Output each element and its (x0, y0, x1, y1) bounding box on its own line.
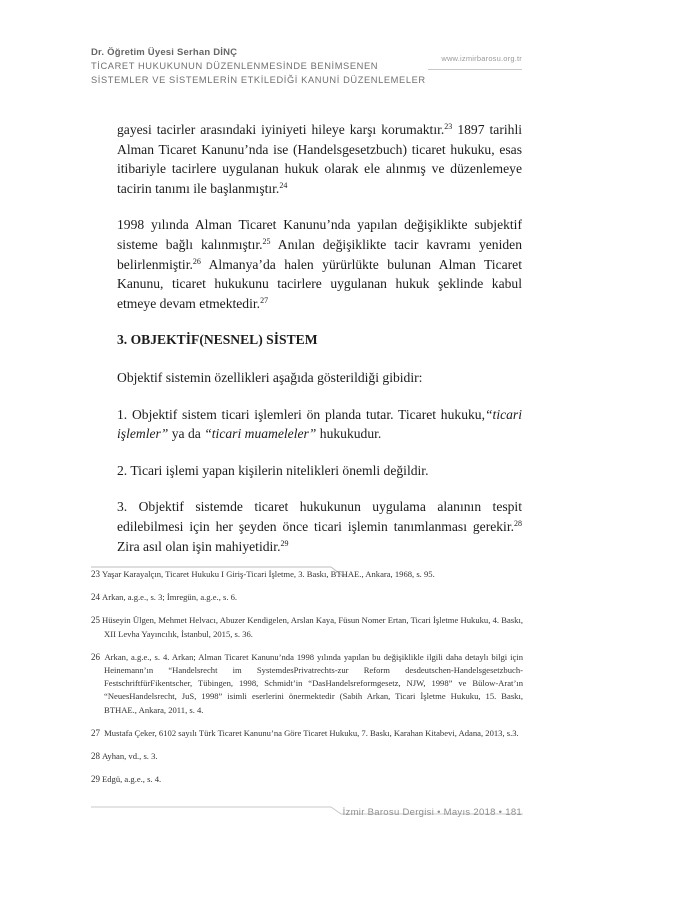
body-text (117, 120, 522, 573)
footnote-27 (91, 727, 523, 740)
section-heading: 3. OBJEKTİF(NESNEL) SİSTEM (117, 332, 318, 348)
page-footer: İzmir Barosu Dergisi • Mayıs 2018 • 181 (342, 807, 522, 818)
header-author: Dr. Öğretim Üyesi Serhan DİNÇ (91, 47, 238, 58)
paragraph-1 (117, 120, 522, 198)
footnote-ref-23[interactable]: 23 (444, 122, 453, 131)
header-title-line-2: SİSTEMLER VE SİSTEMLERİN ETKİLEDİĞİ KANUNİ DÜZENLEMELER (91, 75, 426, 85)
text-run: Zira asıl olan işin mahiyetidir. (117, 538, 281, 554)
footnote-text: Arkan, a.g.e., s. 3; İmregün, a.g.e., s. 6. (102, 592, 238, 603)
text-run: 1. Objektif sistem ticari işlemleri ön planda tutar. Ticaret hukuku, (117, 406, 485, 422)
footnotes (91, 568, 523, 796)
quoted-term: “ticari muameleler” (204, 426, 317, 442)
list-item-2: 2. Ticari işlemi yapan kişilerin nitelikleri önemli değildir. (117, 462, 429, 478)
footnote-ref-28[interactable]: 28 (514, 518, 522, 528)
footnote-number: 24 (91, 592, 100, 603)
text-run: Anılan değişiklikte tacir kavramı yeniden belirlenmiştir. (117, 236, 522, 272)
footnote-ref-29[interactable]: 29 (280, 538, 289, 548)
footnote-25 (91, 614, 523, 640)
text-run: 1897 tarihli Alman Ticaret Kanunu’nda ise (Handelsgesetzbuch) ticaret hukuku, esas itibariyle tacirlere uygulanan hukuk olarak ele alınmış ve düzenlemeye tacirin tanımı ile başlanmıştır. (117, 122, 522, 196)
footnote-text: Arkan, a.g.e., s. 4. Arkan; Alman Ticaret Kanunu’nda 1998 yılında yapılan bu değişiklikle ilgili daha detaylı bilgi için Heinemann’ın “Handelsrecht im SystemdesPrivatrechts-zur Reform desdeutschen-Handelsgesetzbuch-FestschriftfürFikentscher, Tübingen, 1998, Schmidt’in “DasHandelsreformgesetz, NJW, 1998” ve Bülow-Arat’ın “NeuesHandelsrecht, JuS, 1998” isimli eserlerini önermektedir (Sabih Arkan, Ticari İşletme Hukuku, 15. Baskı, BTHAE., Ankara, 2011, s. 4. (102, 651, 523, 715)
footnote-26 (91, 651, 523, 717)
text-run: 1998 yılında Alman Ticaret Kanunu’nda yapılan değişiklikte subjektif sisteme bağlı kalınmıştır. (117, 217, 522, 252)
footnote-ref-27[interactable]: 27 (260, 295, 269, 305)
footnote-text: Mustafa Çeker, 6102 sayılı Türk Ticaret Kanunu’na Göre Ticaret Hukuku, 7. Baskı, Karahan Kitabevi, Adana, 2013, s.3. (102, 727, 519, 738)
footnote-number: 28 (91, 751, 100, 762)
header-website-link[interactable]: www.izmirbarosu.org.tr (441, 54, 522, 63)
footnote-23 (91, 568, 523, 581)
intro-paragraph: Objektif sistemin özellikleri aşağıda gösterildiği gibidir: (117, 369, 423, 385)
footnote-number: 26 (91, 651, 100, 662)
footnote-29 (91, 773, 523, 786)
footnote-text: Ayhan, vd., s. 3. (102, 751, 158, 762)
footnote-24 (91, 591, 523, 604)
footnote-ref-26[interactable]: 26 (192, 256, 201, 266)
text-run: gayesi tacirler arasındaki iyiniyeti hileye karşı korumaktır. (117, 122, 445, 137)
footnote-number: 25 (91, 615, 100, 626)
footnote-ref-24[interactable]: 24 (279, 180, 288, 190)
header-title-line-1: TİCARET HUKUKUNUN DÜZENLENMESİNDE BENİMSENEN (91, 61, 379, 71)
running-header (91, 47, 523, 86)
list-item-3 (117, 497, 522, 556)
footnote-text: Edgü, a.g.e., s. 4. (102, 774, 162, 785)
quoted-term: “ticari işlemler” (117, 406, 522, 442)
footnote-number: 27 (91, 727, 100, 738)
footnote-text: Yaşar Karayalçın, Ticaret Hukuku I Giriş-Ticari İşletme, 3. Baskı, BTHAE., Ankara, 1968, s. 95. (102, 569, 435, 579)
list-item-1 (117, 405, 522, 444)
footnote-text: Hüseyin Ülgen, Mehmet Helvacı, Abuzer Kendigelen, Arslan Kaya, Füsun Nomer Ertan, Ticari İşletme Hukuku, 4. Baskı, XII Levha Yayıncılık, İstanbul, 2015, s. 36. (102, 615, 523, 639)
header-rule (428, 69, 522, 70)
paragraph-2 (117, 215, 522, 313)
text-run: Almanya’da halen yürürlükte bulunan Alman Ticaret Kanunu, ticaret hukukunu tacirlere uygulanan hukuk şeklinde kabul etmeye devam etmektedir. (117, 256, 522, 311)
text-run: hukukudur. (316, 426, 382, 442)
footnote-number: 29 (91, 774, 100, 785)
footnote-number: 23 (91, 569, 100, 579)
footnote-28 (91, 750, 523, 763)
footnote-ref-25[interactable]: 25 (262, 236, 271, 246)
text-run: ya da (168, 426, 205, 442)
text-run: 3. Objektif sistemde ticaret hukukunun uygulama alanının tespit edilebilmesi için her şeyden önce ticari işlemin tanımlanması gerekir. (117, 499, 522, 534)
